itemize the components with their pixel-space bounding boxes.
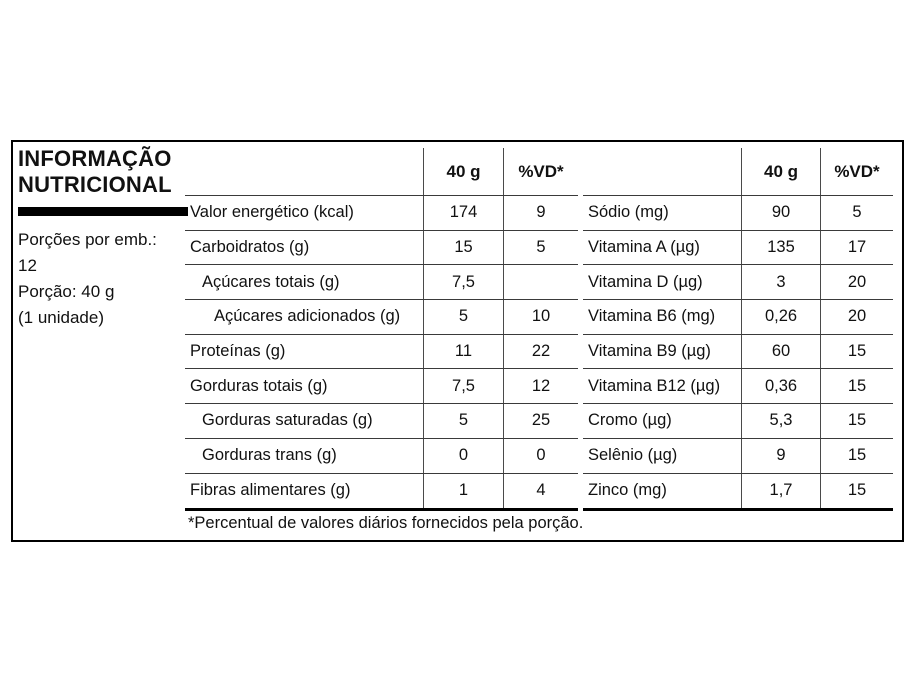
daily-value-percent: 15 — [820, 369, 893, 403]
quantity-value: 135 — [741, 231, 820, 265]
nutrient-name: Carboidratos (g) — [190, 238, 310, 257]
quantity-value: 7,5 — [423, 265, 503, 299]
daily-value-percent: 15 — [820, 474, 893, 509]
daily-value-percent: 15 — [820, 404, 893, 438]
quantity-value: 15 — [423, 231, 503, 265]
nutrient-name: Açúcares adicionados (g) — [214, 307, 401, 326]
daily-value-percent: 20 — [820, 265, 893, 299]
quantity-value: 5,3 — [741, 404, 820, 438]
daily-value-percent: 22 — [503, 335, 578, 369]
label-title — [18, 146, 190, 198]
nutrient-name: Gorduras totais (g) — [190, 376, 328, 395]
column-header-nutrient — [583, 148, 741, 195]
column-header-nutrient — [185, 148, 423, 195]
daily-value-percent: 5 — [820, 196, 893, 230]
nutrient-name: Valor energético (kcal) — [190, 203, 354, 222]
quantity-value: 0 — [423, 439, 503, 473]
table-row — [185, 231, 578, 266]
daily-value-percent: 4 — [503, 474, 578, 509]
table-row — [583, 369, 893, 404]
daily-value-percent: 12 — [503, 369, 578, 403]
label-title-line1: INFORMAÇÃO — [18, 146, 172, 171]
table-row — [583, 196, 893, 231]
nutrient-name: Gorduras saturadas (g) — [202, 411, 373, 430]
daily-value-percent: 17 — [820, 231, 893, 265]
servings-per-pack-value: 12 — [18, 256, 37, 275]
quantity-value: 5 — [423, 404, 503, 438]
serving-size: Porção: 40 g — [18, 282, 115, 301]
daily-value-percent: 25 — [503, 404, 578, 438]
nutrient-name: Vitamina B12 (µg) — [588, 376, 721, 395]
column-header-daily-value: %VD* — [820, 148, 893, 195]
column-header-quantity: 40 g — [423, 148, 503, 195]
nutrient-name: Açúcares totais (g) — [202, 272, 340, 291]
nutrient-name: Selênio (µg) — [588, 446, 678, 465]
table-row — [185, 265, 578, 300]
table-header-row — [185, 148, 578, 196]
quantity-value: 1,7 — [741, 474, 820, 509]
daily-value-percent: 10 — [503, 300, 578, 334]
nutrient-name: Vitamina A (µg) — [588, 238, 700, 257]
table-row — [583, 231, 893, 266]
table-row — [185, 369, 578, 404]
servings-per-pack-label: Porções por emb.: — [18, 230, 157, 249]
table-row — [185, 474, 578, 509]
column-header-quantity: 40 g — [741, 148, 820, 195]
nutrient-name: Zinco (mg) — [588, 481, 667, 500]
label-info-panel — [18, 146, 190, 331]
table-row — [185, 404, 578, 439]
column-header-daily-value: %VD* — [503, 148, 578, 195]
table-row — [185, 300, 578, 335]
daily-value-percent: 9 — [503, 196, 578, 230]
table-row — [583, 335, 893, 370]
serving-unit: (1 unidade) — [18, 308, 105, 327]
nutrient-name: Vitamina B9 (µg) — [588, 342, 711, 361]
nutrient-name: Fibras alimentares (g) — [190, 481, 351, 500]
daily-value-percent: 0 — [503, 439, 578, 473]
daily-value-percent: 15 — [820, 439, 893, 473]
table-row — [185, 439, 578, 474]
nutrient-name: Sódio (mg) — [588, 203, 669, 222]
nutrition-table-left — [185, 148, 578, 511]
daily-value-footnote: *Percentual de valores diários fornecidos pela porção. — [188, 514, 584, 532]
nutrient-name: Gorduras trans (g) — [202, 446, 337, 465]
table-row — [583, 300, 893, 335]
daily-value-percent: 5 — [503, 231, 578, 265]
quantity-value: 7,5 — [423, 369, 503, 403]
serving-info — [18, 227, 190, 331]
table-header-row — [583, 148, 893, 196]
nutrient-name: Proteínas (g) — [190, 342, 286, 361]
table-row — [583, 439, 893, 474]
quantity-value: 9 — [741, 439, 820, 473]
quantity-value: 174 — [423, 196, 503, 230]
quantity-value: 5 — [423, 300, 503, 334]
quantity-value: 0,36 — [741, 369, 820, 403]
separator-bar — [18, 207, 188, 216]
daily-value-percent: 20 — [820, 300, 893, 334]
quantity-value: 60 — [741, 335, 820, 369]
nutrient-name: Vitamina B6 (mg) — [588, 307, 716, 326]
quantity-value: 0,26 — [741, 300, 820, 334]
daily-value-percent — [503, 265, 578, 299]
table-row — [185, 335, 578, 370]
daily-value-percent: 15 — [820, 335, 893, 369]
table-row — [185, 196, 578, 231]
nutrition-label — [11, 140, 904, 542]
label-title-line2: NUTRICIONAL — [18, 172, 172, 197]
quantity-value: 1 — [423, 474, 503, 509]
nutrition-table-right — [583, 148, 893, 511]
quantity-value: 90 — [741, 196, 820, 230]
quantity-value: 11 — [423, 335, 503, 369]
table-row — [583, 474, 893, 509]
table-row — [583, 404, 893, 439]
quantity-value: 3 — [741, 265, 820, 299]
nutrient-name: Vitamina D (µg) — [588, 272, 703, 291]
nutrient-name: Cromo (µg) — [588, 411, 672, 430]
table-row — [583, 265, 893, 300]
